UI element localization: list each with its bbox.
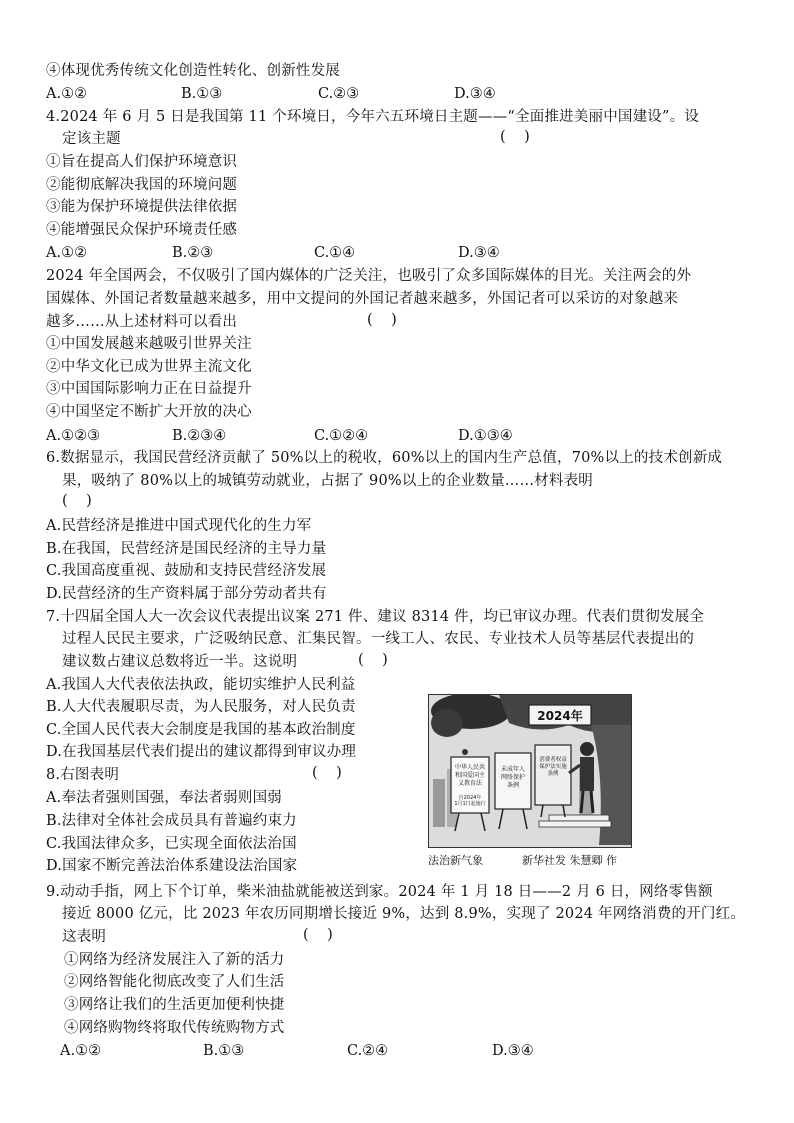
option-b: B.法律对全体社会成员具有普遍约束力 [46, 813, 297, 829]
statement-2: ②网络智能化彻底改变了人们生活 [64, 974, 285, 990]
statement-1: ①中国发展越来越吸引世界关注 [46, 336, 252, 352]
option-d: D.③④ [492, 1043, 534, 1059]
option-a: A.①② [46, 245, 88, 261]
option-b: B.①③ [203, 1043, 245, 1059]
question-7-stem: 7.十四届全国人大一次会议代表提出议案 271 件、建议 8314 件，均已审议办理。代表们贯彻发展全 [46, 609, 705, 625]
question-6-stem-cont: 果，吸纳了 80%以上的城镇劳动就业，占据了 90%以上的企业数量……材料表明 [62, 473, 593, 489]
option-b: B.人大代表履职尽责，为人民服务，对人民负责 [46, 699, 356, 715]
option-a: A.①② [46, 86, 88, 102]
cartoon-caption-title: 法治新气象 [428, 854, 483, 867]
cartoon-drawing [429, 695, 631, 847]
answer-options [46, 243, 566, 263]
question-4-stem-cont: 定该主题 [62, 131, 121, 147]
option-c: C.我国高度重视、鼓励和支持民营经济发展 [46, 563, 327, 579]
question-5-stem-cont: 国媒体、外国记者数量越来越多，用中文提问的外国记者越来越多，外国记者可以采访的对象越来 [46, 291, 679, 307]
option-c: C.①④ [314, 245, 356, 261]
answer-blank: ( ) [500, 129, 530, 145]
answer-blank: ( ) [312, 765, 342, 781]
option-c: C.我国法律众多，已实现全面依法治国 [46, 836, 297, 852]
option-b: B.②③ [172, 245, 214, 261]
option-b: B.在我国，民营经济是国民经济的主导力量 [46, 541, 327, 557]
option-b: B.①③ [181, 86, 223, 102]
option-d: D.在我国基层代表们提出的建议都得到审议办理 [46, 744, 357, 760]
option-a: A.奉法者强则国强，奉法者弱则国弱 [46, 790, 282, 806]
option-a: A.①② [60, 1043, 102, 1059]
option-d: D.③④ [454, 86, 496, 102]
answer-options [46, 426, 566, 446]
statement-4: ④网络购物终将取代传统购物方式 [64, 1020, 285, 1036]
statement-4: ④中国坚定不断扩大开放的决心 [46, 404, 252, 420]
cartoon-caption-credit: 新华社发 朱慧卿 作 [522, 854, 617, 867]
option-d: D.国家不断完善法治体系建设法治国家 [46, 858, 298, 874]
answer-options [60, 1041, 580, 1061]
statement-1: ①网络为经济发展注入了新的活力 [64, 952, 285, 968]
question-5-stem-cont: 越多……从上述材料可以看出 [46, 314, 238, 330]
option-a: A.我国人大代表依法执政，能切实维护人民利益 [46, 677, 356, 693]
option-c: C.全国人民代表大会制度是我国的基本政治制度 [46, 722, 356, 738]
question-5-stem: 2024 年全国两会，不仅吸引了国内媒体的广泛关注，也吸引了众多国际媒体的目光。关注两会的外 [46, 268, 692, 284]
statement-2: ②中华文化已成为世界主流文化 [46, 359, 252, 375]
cartoon-year-label: 2024年 [537, 709, 583, 723]
answer-blank: ( ) [62, 493, 92, 509]
option-d: D.③④ [458, 245, 500, 261]
statement-3: ③网络让我们的生活更加便利快捷 [64, 997, 285, 1013]
statement-4: ④能增强民众保护环境责任感 [46, 222, 238, 238]
answer-options [46, 84, 546, 104]
option-a: A.①②③ [46, 428, 101, 444]
question-6-stem: 6.数据显示，我国民营经济贡献了 50%以上的税收，60%以上的国内生产总值，70%以上的技术创新成 [46, 450, 723, 466]
statement-3: ③中国国际影响力正在日益提升 [46, 381, 252, 397]
cartoon-illustration [428, 694, 632, 848]
book-2-title: 未成年人网络保护条例 [500, 766, 526, 789]
statement-2: ②能彻底解决我国的环境问题 [46, 177, 238, 193]
book-1-title: 中华人民共和国爱国主义教育法 [454, 764, 486, 787]
answer-blank: ( ) [303, 927, 333, 943]
option-c: C.②④ [347, 1043, 389, 1059]
answer-blank: ( ) [367, 312, 397, 328]
question-7-stem-cont: 建议数占建议总数将近一半。这说明 [62, 654, 298, 670]
statement-4: ④体现优秀传统文化创造性转化、创新性发展 [46, 63, 340, 79]
statement-1: ①旨在提高人们保护环境意识 [46, 154, 238, 170]
question-9-stem-cont: 接近 8000 亿元，比 2023 年农历同期增长接近 9%，达到 8.9%，实现了 2024 年网络消费的开门红。 [62, 906, 746, 922]
option-c: C.②③ [318, 86, 360, 102]
statement-3: ③能为保护环境提供法律依据 [46, 199, 238, 215]
question-8-stem: 8.右图表明 [46, 767, 120, 783]
question-4-stem: 4.2024 年 6 月 5 日是我国第 11 个环境日，今年六五环境日主题——“全面推进美丽中国建设”。设 [46, 109, 700, 125]
question-9-stem: 9.动动手指，网上下个订单，柴米油盐就能被送到家。2024 年 1 月 18 日——2 月 6 日，网络零售额 [46, 884, 713, 900]
option-c: C.①②④ [314, 428, 369, 444]
book-3-title: 消费者权益保护法实施条例 [539, 757, 567, 777]
option-d: D.民营经济的生产资料属于部分劳动者共有 [46, 586, 327, 602]
option-a: A.民营经济是推进中国式现代化的生力军 [46, 518, 312, 534]
option-d: D.①③④ [458, 428, 513, 444]
option-b: B.②③④ [172, 428, 227, 444]
question-9-stem-cont: 这表明 [62, 929, 107, 945]
book-1-date: 自2024年 1月1日起施行 [454, 795, 486, 807]
question-7-stem-cont: 过程人民民主要求，广泛吸纳民意、汇集民智。一线工人、农民、专业技术人员等基层代表提出的 [62, 631, 695, 647]
answer-blank: ( ) [358, 652, 388, 668]
